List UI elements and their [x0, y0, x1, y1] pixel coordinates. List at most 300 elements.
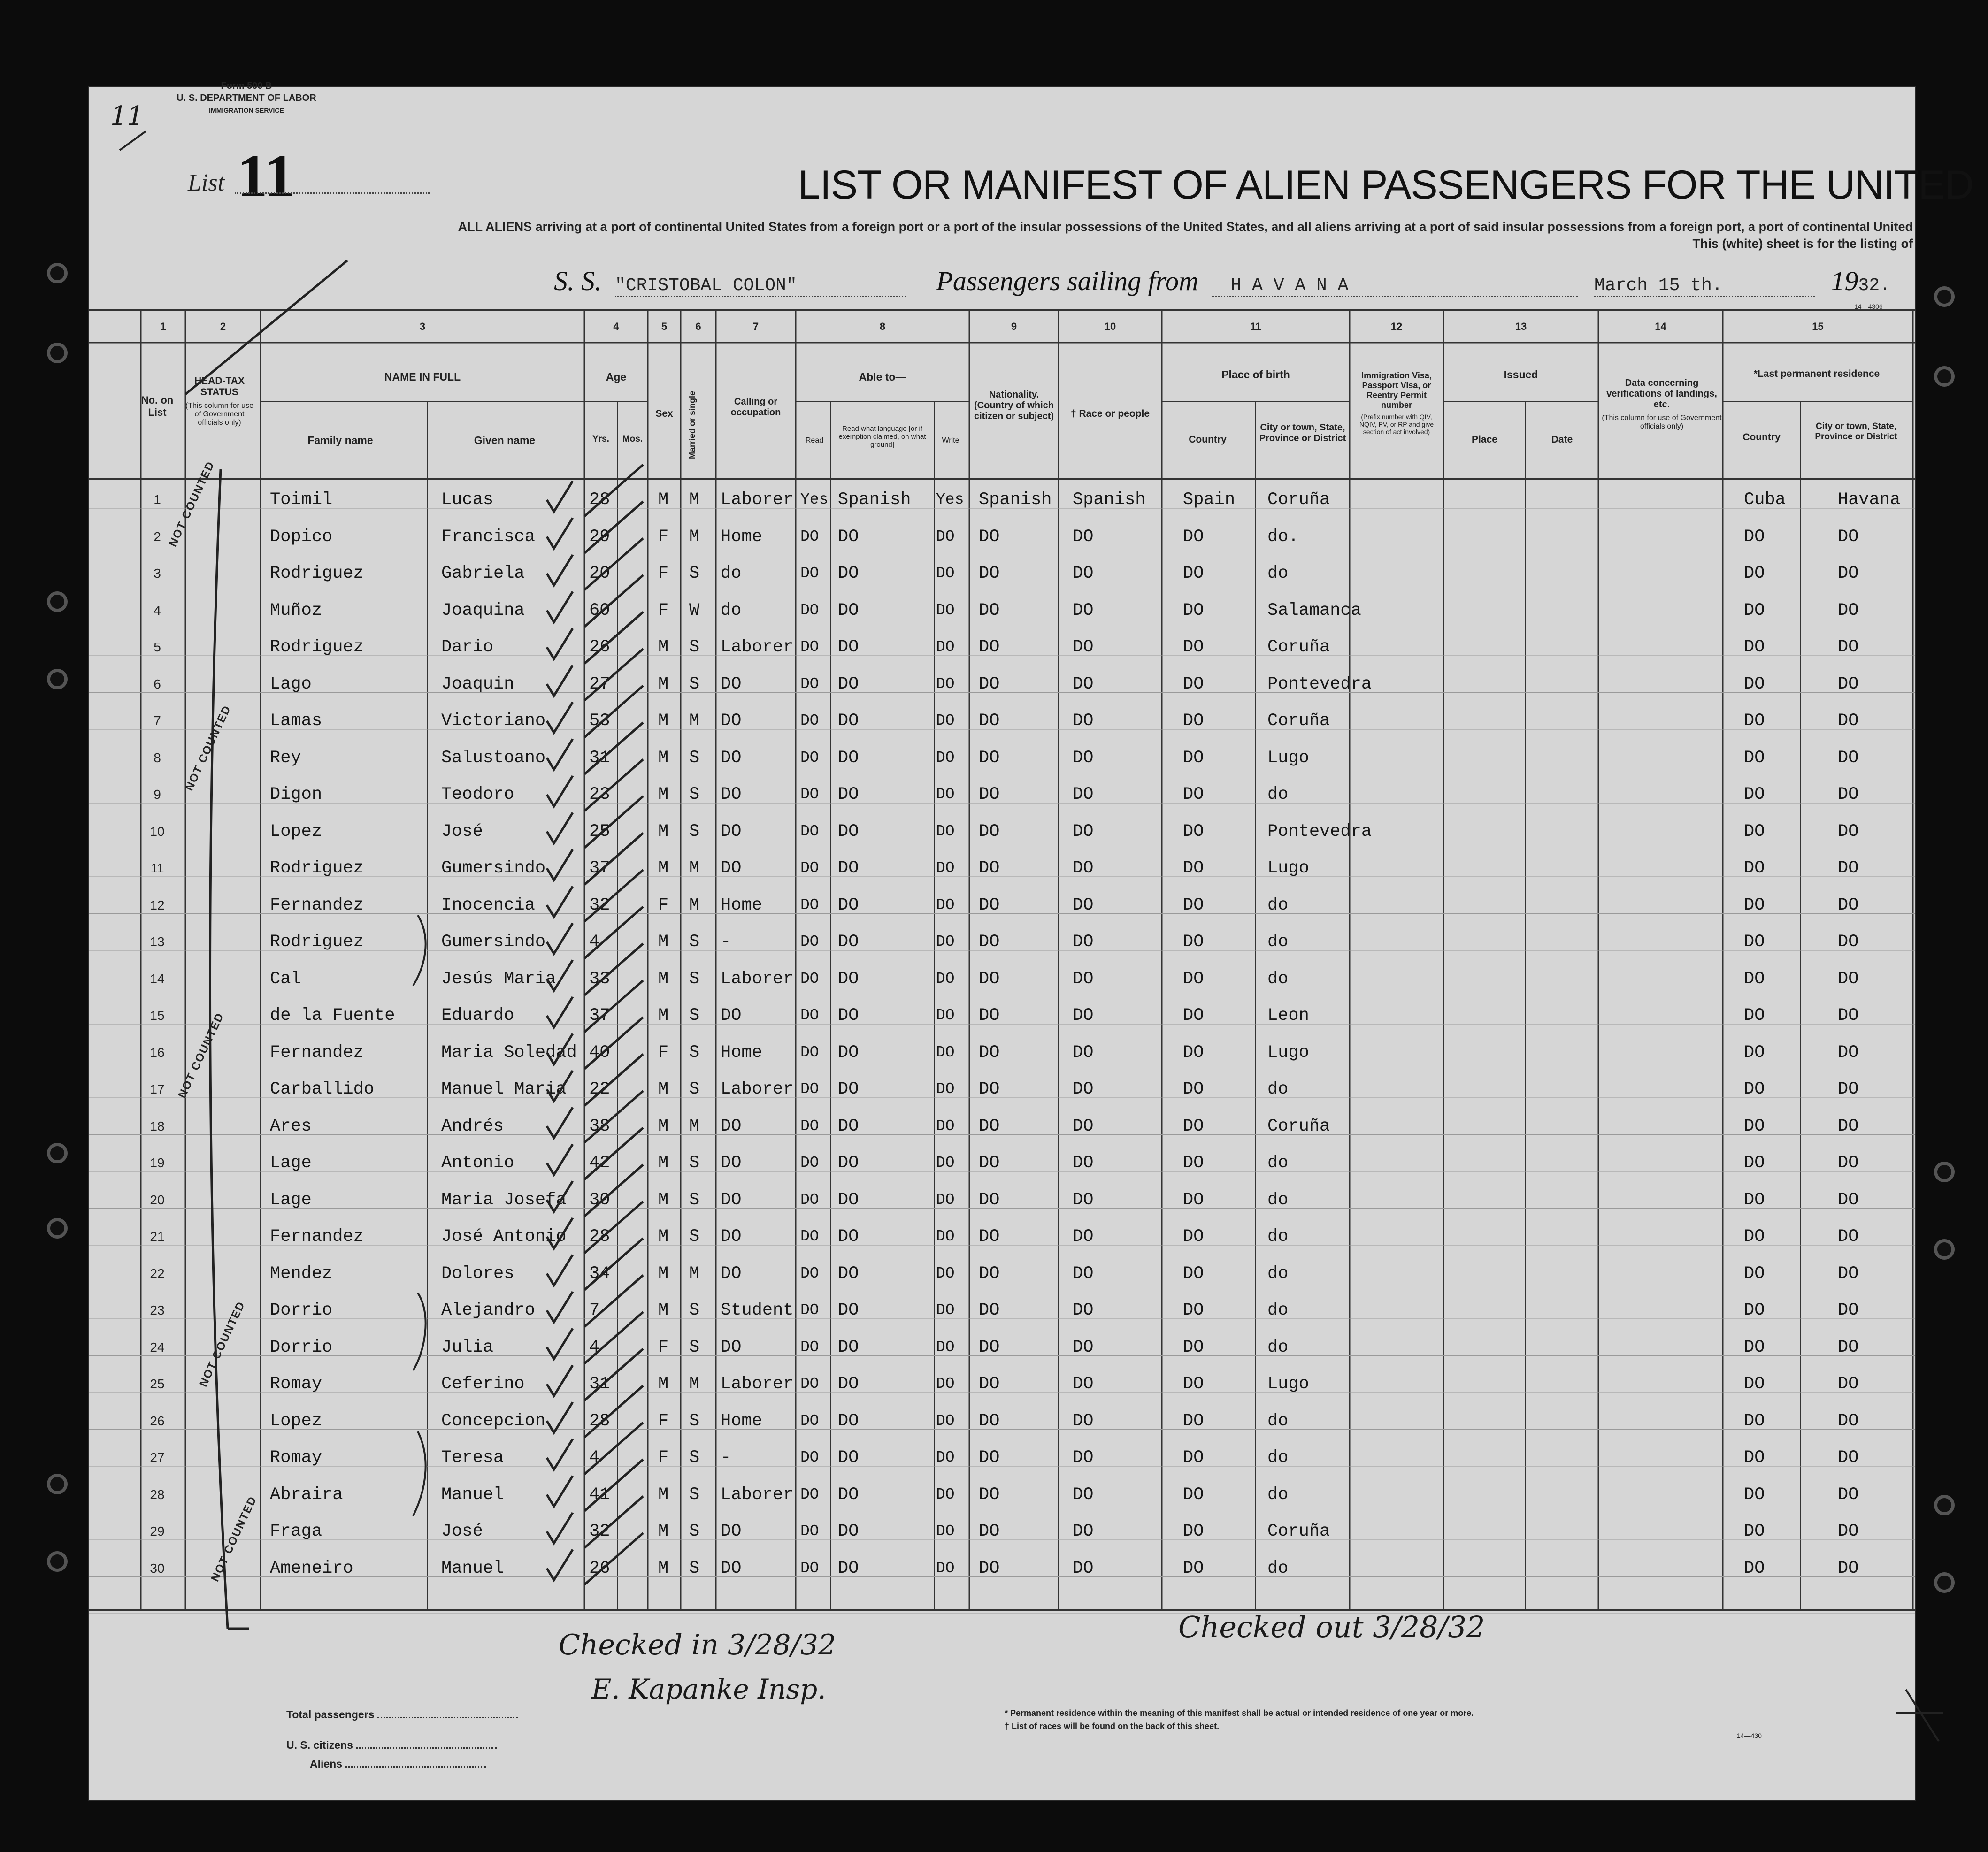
row-number: 30 — [150, 1561, 165, 1576]
row-number: 13 — [150, 934, 165, 949]
cell-occ: Home — [721, 895, 762, 915]
row-number: 7 — [154, 713, 161, 728]
cell-race: DO — [1073, 858, 1094, 878]
cell-write: DO — [936, 1412, 955, 1430]
us-citizens-text: U. S. citizens — [286, 1739, 353, 1751]
cell-bcity: Lugo — [1267, 1374, 1309, 1394]
header-issued-date: Date — [1551, 434, 1573, 445]
check-mark — [547, 887, 573, 917]
cell-race: DO — [1073, 1079, 1094, 1099]
cell-sex: F — [658, 564, 669, 583]
cell-rcity: DO — [1838, 1411, 1859, 1431]
cell-ms: S — [689, 1301, 700, 1320]
cell-sex: M — [658, 1558, 669, 1578]
cell-rcity: DO — [1838, 1190, 1859, 1210]
checked-in-annotation: Checked in 3/28/32 — [559, 1629, 837, 1661]
cell-ms: S — [689, 821, 700, 842]
cell-lang: DO — [838, 564, 859, 583]
head-tax-note: (This column for use of Government officials only) — [185, 402, 253, 427]
header-yrs: Yrs. — [592, 434, 609, 444]
cell-bcity: do — [1267, 1558, 1289, 1578]
header-able-to: Able to— — [859, 371, 906, 383]
cell-nat: DO — [979, 637, 1000, 657]
cell-lang: DO — [838, 1227, 859, 1247]
cell-race: DO — [1073, 711, 1094, 731]
cell-bcity: do — [1267, 1227, 1289, 1247]
cell-bcity: Coruña — [1267, 490, 1330, 510]
cell-occ: - — [721, 1448, 731, 1468]
cell-family: Dorrio — [270, 1301, 333, 1320]
cell-age: 53 — [589, 711, 610, 731]
cell-rcountry: DO — [1744, 1263, 1765, 1284]
header-birth-city: City or town, State, Province or District — [1259, 422, 1346, 444]
column-number: 5 — [661, 321, 668, 332]
year-prefix: 19 — [1831, 266, 1858, 296]
cell-write: DO — [936, 565, 955, 582]
cell-family: Lage — [270, 1190, 312, 1210]
header-no-on-list: No. on List — [141, 394, 174, 418]
cell-lang: DO — [838, 711, 859, 731]
cell-family: de la Fuente — [270, 1006, 395, 1025]
cell-age: 28 — [589, 490, 610, 510]
cell-rcity: DO — [1838, 1006, 1859, 1025]
cell-write: DO — [936, 933, 955, 950]
cell-read: DO — [800, 1117, 819, 1135]
cell-age: 37 — [589, 858, 610, 878]
cell-race: DO — [1073, 1558, 1094, 1578]
cell-nat: DO — [979, 1485, 1000, 1505]
check-mark — [547, 1292, 573, 1322]
check-mark — [547, 1034, 573, 1064]
dotted-leader — [345, 1766, 486, 1768]
cell-read: DO — [800, 1375, 819, 1393]
cell-family: Rodriguez — [270, 932, 364, 952]
header-name-in-full: NAME IN FULL — [384, 371, 461, 383]
cell-ms: S — [689, 1337, 700, 1357]
cell-bcountry: DO — [1183, 932, 1204, 952]
cell-family: Rodriguez — [270, 564, 364, 583]
cell-nat: DO — [979, 1263, 1000, 1284]
cell-given: Andrés — [441, 1116, 504, 1136]
cell-bcountry: DO — [1183, 527, 1204, 547]
cell-bcountry: DO — [1183, 1263, 1204, 1284]
list-label: List — [188, 169, 225, 196]
cell-sex: M — [658, 1522, 669, 1541]
cell-given: Antonio — [441, 1153, 514, 1173]
cell-nat: DO — [979, 969, 1000, 989]
cell-write: DO — [936, 712, 955, 729]
cell-age: 60 — [589, 600, 610, 620]
cell-read: Yes — [800, 491, 829, 508]
cell-lang: DO — [838, 1116, 859, 1136]
cell-read: DO — [800, 528, 819, 545]
row-number: 20 — [150, 1192, 165, 1207]
cell-age: 28 — [589, 1411, 610, 1431]
aliens-text: Aliens — [310, 1758, 343, 1770]
cell-race: DO — [1073, 674, 1094, 694]
row-number: 27 — [150, 1450, 165, 1465]
cell-lang: DO — [838, 1153, 859, 1173]
column-number: 10 — [1104, 321, 1116, 332]
cell-rcountry: DO — [1744, 1006, 1765, 1025]
cell-age: 42 — [589, 1153, 610, 1173]
header-place-of-birth: Place of birth — [1221, 368, 1290, 381]
row-number: 1 — [154, 492, 161, 507]
cell-read: DO — [800, 601, 819, 619]
check-mark — [547, 1329, 573, 1359]
cell-rcountry: DO — [1744, 821, 1765, 842]
cell-given: Dolores — [441, 1263, 514, 1284]
cell-sex: M — [658, 1263, 669, 1284]
cell-bcountry: DO — [1183, 1558, 1204, 1578]
cell-rcity: DO — [1838, 1337, 1859, 1357]
cell-bcountry: DO — [1183, 895, 1204, 915]
cell-occ: DO — [721, 821, 742, 842]
cell-given: Gabriela — [441, 564, 525, 583]
cell-occ: DO — [721, 1153, 742, 1173]
cell-sex: M — [658, 1079, 669, 1099]
cell-rcountry: DO — [1744, 1190, 1765, 1210]
cell-race: DO — [1073, 1485, 1094, 1505]
subtitle-line-1: ALL ALIENS arriving at a port of continental United States from a foreign port or a port of the insular possessions of the United States, and all aliens arriving at a port of said insular possessions from a foreign port, a port of continental United — [458, 220, 1913, 234]
cell-rcity: DO — [1838, 895, 1859, 915]
cell-nat: DO — [979, 821, 1000, 842]
cell-age: 28 — [589, 1227, 610, 1247]
cell-rcountry: DO — [1744, 1522, 1765, 1541]
cell-occ: Home — [721, 527, 762, 547]
cell-lang: DO — [838, 1485, 859, 1505]
cell-lang: DO — [838, 1301, 859, 1320]
total-passengers-text: Total passengers — [286, 1708, 375, 1721]
cell-age: 23 — [589, 785, 610, 804]
column-number: 1 — [160, 321, 166, 332]
row-number: 29 — [150, 1524, 165, 1538]
cell-ms: S — [689, 1042, 700, 1063]
cell-family: Fernandez — [270, 1042, 364, 1063]
cell-bcountry: DO — [1183, 858, 1204, 878]
cell-rcountry: DO — [1744, 1116, 1765, 1136]
cell-occ: DO — [721, 1006, 742, 1025]
cell-lang: DO — [838, 674, 859, 694]
row-number: 2 — [154, 529, 161, 544]
cell-family: Toimil — [270, 490, 333, 510]
cell-read: DO — [800, 1485, 819, 1503]
cell-rcountry: DO — [1744, 674, 1765, 694]
row-number: 11 — [150, 861, 164, 875]
cell-write: DO — [936, 1338, 955, 1356]
cell-bcountry: DO — [1183, 785, 1204, 804]
cell-ms: S — [689, 1522, 700, 1541]
cell-rcountry: DO — [1744, 1153, 1765, 1173]
header-birth-country: Country — [1189, 434, 1227, 445]
cell-bcountry: DO — [1183, 1374, 1204, 1394]
header-age: Age — [606, 371, 627, 383]
check-mark — [547, 1513, 573, 1543]
cell-age: 30 — [589, 1190, 610, 1210]
cell-read: DO — [800, 859, 819, 877]
cell-read: DO — [800, 822, 819, 840]
cell-occ: DO — [721, 1558, 742, 1578]
cell-read: DO — [800, 749, 819, 766]
cell-rcity: DO — [1838, 748, 1859, 768]
cell-nat: DO — [979, 1448, 1000, 1468]
cell-family: Lamas — [270, 711, 322, 731]
cell-rcity: DO — [1838, 600, 1859, 620]
cell-bcity: do — [1267, 1079, 1289, 1099]
check-mark — [547, 923, 573, 954]
cell-occ: DO — [721, 1263, 742, 1284]
cell-ms: S — [689, 1558, 700, 1578]
cell-bcountry: DO — [1183, 821, 1204, 842]
cell-family: Rodriguez — [270, 858, 364, 878]
cell-ms: M — [689, 858, 700, 878]
corner-mark: 11 — [110, 101, 144, 131]
cell-given: José — [441, 1522, 483, 1541]
not-counted-stamp: NOT COUNTED — [183, 703, 234, 793]
cell-read: DO — [800, 1154, 819, 1171]
cell-read: DO — [800, 1043, 819, 1061]
cell-ms: M — [689, 1116, 700, 1136]
cell-rcountry: DO — [1744, 1337, 1765, 1357]
row-number: 22 — [150, 1266, 165, 1281]
cell-bcity: Lugo — [1267, 748, 1309, 768]
cell-family: Dopico — [270, 527, 333, 547]
list-number: 11 — [237, 142, 295, 210]
cell-occ: DO — [721, 1337, 742, 1357]
check-mark — [547, 555, 573, 585]
cell-bcountry: DO — [1183, 1042, 1204, 1063]
cell-write: DO — [936, 970, 955, 987]
cell-race: DO — [1073, 1522, 1094, 1541]
cell-read: DO — [800, 1559, 819, 1577]
cell-bcity: do — [1267, 1485, 1289, 1505]
cell-lang: DO — [838, 1042, 859, 1063]
cell-bcountry: DO — [1183, 1153, 1204, 1173]
cell-write: DO — [936, 896, 955, 914]
cell-nat: DO — [979, 748, 1000, 768]
dotted-leader — [356, 1747, 497, 1749]
cell-rcountry: DO — [1744, 932, 1765, 952]
cell-given: Julia — [441, 1337, 494, 1357]
cell-occ: do — [721, 600, 742, 620]
cell-rcity: DO — [1838, 1116, 1859, 1136]
cell-occ: DO — [721, 1227, 742, 1247]
cell-write: DO — [936, 1154, 955, 1171]
cell-read: DO — [800, 1449, 819, 1466]
cell-age: 27 — [589, 674, 610, 694]
cell-race: DO — [1073, 1227, 1094, 1247]
cell-read: DO — [800, 712, 819, 729]
header-nationality: Nationality. (Country of which citizen or subject) — [974, 390, 1054, 421]
cell-race: DO — [1073, 932, 1094, 952]
check-mark — [547, 518, 573, 549]
cell-ms: W — [689, 600, 700, 620]
cell-family: Lago — [270, 674, 312, 694]
header-mos: Mos. — [622, 434, 643, 444]
header-married: Married or single — [687, 390, 697, 459]
cell-occ: Laborer — [721, 1079, 794, 1099]
cell-given: Joaquina — [441, 600, 525, 620]
cell-rcity: DO — [1838, 858, 1859, 878]
cell-rcity: DO — [1838, 674, 1859, 694]
column-number: 11 — [1250, 321, 1261, 332]
cell-family: Cal — [270, 969, 301, 989]
cell-bcity: do — [1267, 1301, 1289, 1320]
cell-rcity: DO — [1838, 1301, 1859, 1320]
cell-rcountry: DO — [1744, 711, 1765, 731]
cell-age: 32 — [589, 895, 610, 915]
cell-bcity: do — [1267, 564, 1289, 583]
check-mark — [547, 592, 573, 622]
cell-bcountry: DO — [1183, 969, 1204, 989]
cell-age: 22 — [589, 1079, 610, 1099]
cell-ms: S — [689, 1448, 700, 1468]
sailing-label: Passengers sailing from — [936, 266, 1199, 296]
cell-rcountry: DO — [1744, 1448, 1765, 1468]
cell-lang: DO — [838, 1522, 859, 1541]
cell-rcountry: Cuba — [1744, 490, 1786, 510]
cell-bcountry: DO — [1183, 1079, 1204, 1099]
cell-bcountry: DO — [1183, 1190, 1204, 1210]
cell-sex: M — [658, 711, 669, 731]
cell-sex: M — [658, 674, 669, 694]
column-number: 13 — [1515, 321, 1527, 332]
cell-lang: DO — [838, 1006, 859, 1025]
column-number: 3 — [419, 321, 426, 332]
cell-lang: Spanish — [838, 490, 911, 510]
header-last-residence: *Last permanent residence — [1753, 368, 1880, 379]
cell-sex: M — [658, 932, 669, 952]
cell-nat: DO — [979, 785, 1000, 804]
cell-given: Ceferino — [441, 1374, 525, 1394]
cell-sex: M — [658, 748, 669, 768]
cell-sex: M — [658, 858, 669, 878]
cell-age: 7 — [589, 1301, 600, 1320]
cell-occ: DO — [721, 858, 742, 878]
cell-rcity: DO — [1838, 1374, 1859, 1394]
cell-rcity: DO — [1838, 711, 1859, 731]
cell-ms: M — [689, 527, 700, 547]
cell-age: 4 — [589, 932, 600, 952]
cell-bcity: Coruña — [1267, 711, 1330, 731]
cell-write: DO — [936, 822, 955, 840]
cell-given: Manuel — [441, 1558, 504, 1578]
cell-write: DO — [936, 1264, 955, 1282]
cell-occ: DO — [721, 785, 742, 804]
cell-family: Fraga — [270, 1522, 322, 1541]
cell-ms: M — [689, 490, 700, 510]
header-read: Read — [805, 436, 824, 444]
cell-given: Jesús Maria — [441, 969, 556, 989]
cell-age: 20 — [589, 564, 610, 583]
check-mark — [547, 997, 573, 1027]
row-number: 12 — [150, 897, 165, 912]
cell-bcity: do — [1267, 1448, 1289, 1468]
cell-occ: Laborer — [721, 1485, 794, 1505]
cell-nat: DO — [979, 527, 1000, 547]
cell-read: DO — [800, 1523, 819, 1540]
cell-family: Muñoz — [270, 600, 322, 620]
header-family-name: Family name — [307, 434, 373, 446]
head-tax-title: HEAD-TAX STATUS — [194, 375, 245, 398]
ss-label: S. S. — [554, 266, 602, 296]
cell-family: Romay — [270, 1448, 322, 1468]
cell-rcountry: DO — [1744, 1558, 1765, 1578]
cell-nat: DO — [979, 1227, 1000, 1247]
cell-write: Yes — [936, 491, 964, 508]
cell-bcountry: DO — [1183, 1485, 1204, 1505]
cell-age: 25 — [589, 821, 610, 842]
cell-bcity: do — [1267, 1190, 1289, 1210]
cell-write: DO — [936, 1485, 955, 1503]
cell-rcity: DO — [1838, 1485, 1859, 1505]
column-number: 12 — [1390, 321, 1403, 332]
row-number: 18 — [150, 1118, 165, 1133]
cell-read: DO — [800, 1264, 819, 1282]
header-issued-place: Place — [1472, 434, 1497, 445]
cell-rcountry: DO — [1744, 858, 1765, 878]
column-number: 7 — [752, 321, 759, 332]
cell-given: Lucas — [441, 490, 494, 510]
visa-title: Immigration Visa, Passport Visa, or Reentry Permit number — [1361, 371, 1432, 410]
cell-lang: DO — [838, 1448, 859, 1468]
header-calling: Calling or occupation — [730, 397, 781, 418]
cell-family: Ameneiro — [270, 1558, 353, 1578]
cell-rcity: DO — [1838, 637, 1859, 657]
cell-read: DO — [800, 896, 819, 914]
cell-sex: F — [658, 527, 669, 547]
cell-bcity: do — [1267, 969, 1289, 989]
cell-rcity: DO — [1838, 1079, 1859, 1099]
check-mark — [547, 666, 573, 696]
cell-write: DO — [936, 1117, 955, 1135]
check-mark — [547, 1218, 573, 1248]
cell-bcountry: Spain — [1183, 490, 1236, 510]
check-mark — [547, 1476, 573, 1507]
cell-nat: DO — [979, 1374, 1000, 1394]
row-number: 21 — [150, 1229, 165, 1244]
data-concerning-title: Data concerning verifications of landings, etc. — [1606, 378, 1717, 410]
cell-write: DO — [936, 638, 955, 656]
row-number: 9 — [154, 787, 161, 802]
row-number: 8 — [154, 750, 161, 765]
cell-nat: DO — [979, 711, 1000, 731]
cell-read: DO — [800, 1228, 819, 1245]
cell-occ: Home — [721, 1042, 762, 1063]
cell-rcity: DO — [1838, 1522, 1859, 1541]
cell-lang: DO — [838, 785, 859, 804]
cell-rcountry: DO — [1744, 600, 1765, 620]
cell-given: Manuel — [441, 1485, 504, 1505]
cell-read: DO — [800, 786, 819, 803]
cell-rcity: DO — [1838, 785, 1859, 804]
cell-family: Rodriguez — [270, 637, 364, 657]
cell-bcountry: DO — [1183, 1006, 1204, 1025]
cell-age: 37 — [589, 1006, 610, 1025]
cell-given: Teresa — [441, 1448, 504, 1468]
cell-occ: DO — [721, 1116, 742, 1136]
cell-write: DO — [936, 1301, 955, 1319]
header-write: Write — [942, 436, 959, 444]
cell-age: 32 — [589, 1522, 610, 1541]
cell-rcity: DO — [1838, 1042, 1859, 1063]
cell-ms: S — [689, 748, 700, 768]
cell-lang: DO — [838, 969, 859, 989]
cell-given: Dario — [441, 637, 494, 657]
cell-rcity: DO — [1838, 564, 1859, 583]
row-number: 5 — [154, 640, 161, 654]
cell-age: 31 — [589, 1374, 610, 1394]
